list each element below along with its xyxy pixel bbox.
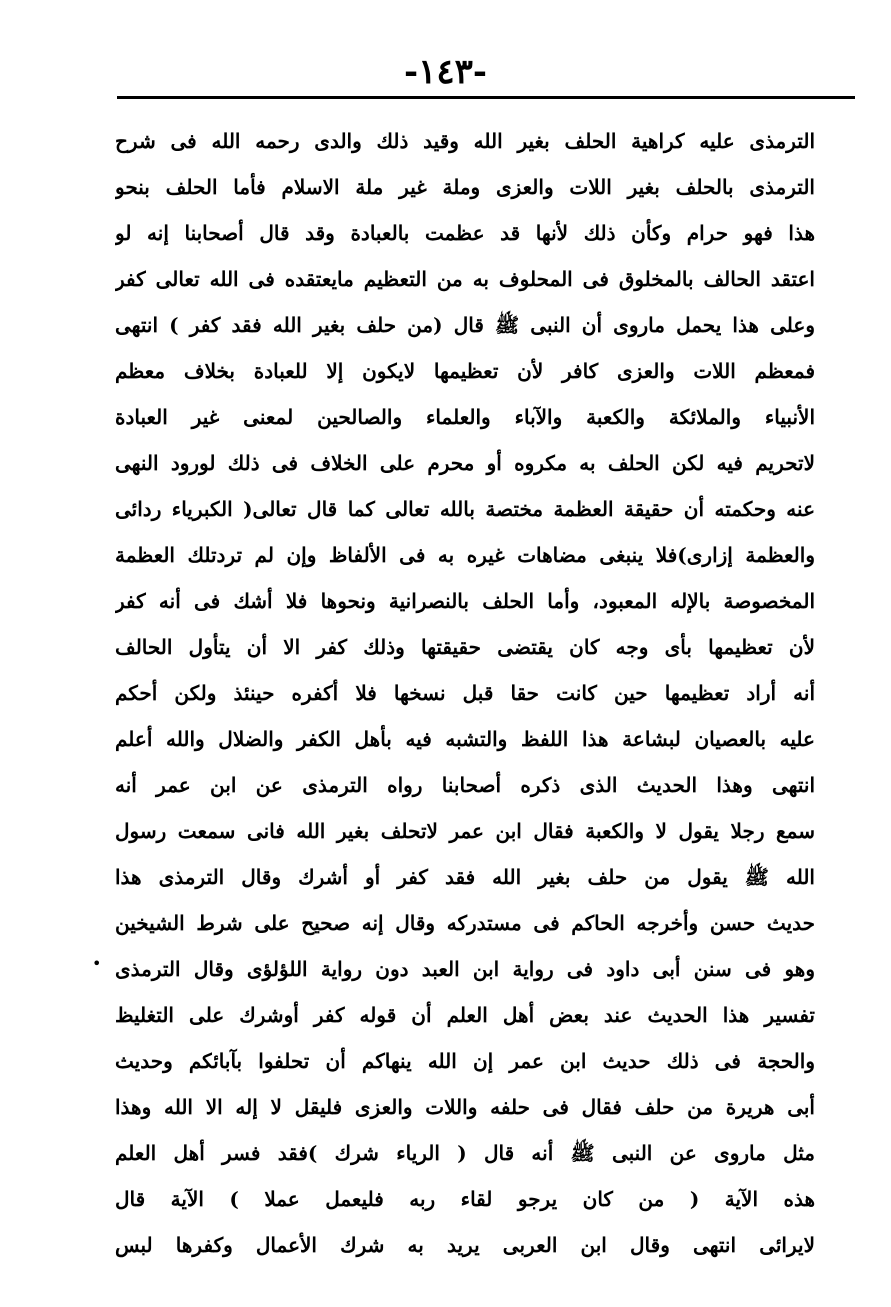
- text-line: اعتقد الحالف بالمخلوق فى المحلوف به من التعظيم مايعتقده فى الله تعالى كفر: [115, 267, 815, 291]
- text-line: والحجة فى ذلك حديث ابن عمر إن الله ينهاكم أن تحلفوا بآبائكم وحديث: [115, 1049, 815, 1073]
- text-line: سمع رجلا يقول لا والكعبة فقال ابن عمر لاتحلف بغير الله فانى سمعت رسول: [115, 819, 815, 843]
- text-line: هذا فهو حرام وكأن ذلك لأنها قد عظمت بالعبادة وقد قال أصحابنا إنه لو: [115, 221, 815, 245]
- text-line: لايرائى انتهى وقال ابن العربى يريد به شرك الأعمال وكفرها لبس: [115, 1233, 815, 1257]
- text-line: عليه بالعصيان لبشاعة هذا اللفظ والتشبه فيه بأهل الكفر والضلال والله أعلم: [115, 727, 815, 751]
- text-line: فمعظم اللات والعزى كافر لأن تعظيمها لايكون إلا للعبادة بخلاف معظم: [115, 359, 815, 383]
- text-line: الترمذى بالحلف بغير اللات والعزى وملة غير ملة الاسلام فأما الحلف بنحو: [115, 175, 815, 199]
- text-line: أبى هريرة من حلف فقال فى حلفه واللات والعزى فليقل لا إله الا الله وهذا: [115, 1095, 815, 1119]
- text-line: حديث حسن وأخرجه الحاكم فى مستدركه وقال إنه صحيح على شرط الشيخين: [115, 911, 815, 935]
- text-line: والعظمة إزارى)فلا ينبغى مضاهات غيره به فى الألفاظ وإن لم تردتلك العظمة: [115, 543, 815, 567]
- text-line: الترمذى عليه كراهية الحلف بغير الله وقيد ذلك والدى رحمه الله فى شرح: [115, 129, 815, 153]
- text-line: وعلى هذا يحمل ماروى أن النبى ﷺ قال (من حلف بغير الله فقد كفر ) انتهى: [115, 313, 815, 337]
- text-line: انتهى وهذا الحديث الذى ذكره أصحابنا رواه الترمذى عن ابن عمر أنه: [115, 773, 815, 797]
- text-line: المخصوصة بالإله المعبود، وأما الحلف بالنصرانية ونحوها فلا أشك فى أنه كفر: [115, 589, 815, 613]
- page-number: -١٤٣-: [403, 52, 488, 92]
- body-text: [115, 118, 815, 1268]
- text-line: لاتحريم فيه لكن الحلف به مكروه أو محرم على الخلاف فى ذلك لورود النهى: [115, 451, 815, 475]
- margin-mark: •: [92, 954, 102, 973]
- text-line: هذه الآية ( من كان يرجو لقاء ربه فليعمل عملا ) الآية قال: [115, 1187, 815, 1211]
- text-line: مثل ماروى عن النبى ﷺ أنه قال ( الرياء شرك )فقد فسر أهل العلم: [115, 1141, 815, 1165]
- text-line: وهو فى سنن أبى داود فى رواية ابن العبد دون رواية اللؤلؤى وقال الترمذى: [115, 957, 815, 981]
- text-line: عنه وحكمته أن حقيقة العظمة مختصة بالله تعالى كما قال تعالى( الكبرياء ردائى: [115, 497, 815, 521]
- text-line: الله ﷺ يقول من حلف بغير الله فقد كفر أو أشرك وقال الترمذى هذا: [115, 865, 815, 889]
- text-line: تفسير هذا الحديث عند بعض أهل العلم أن قوله كفر أوشرك على التغليظ: [115, 1003, 815, 1027]
- text-line: أنه أراد تعظيمها حين كانت حقا قبل نسخها فلا أكفره حينئذ ولكن أحكم: [115, 681, 815, 705]
- text-line: لأن تعظيمها بأى وجه كان يقتضى حقيقتها وذلك كفر الا أن يتأول الحالف: [115, 635, 815, 659]
- header-rule: [117, 96, 855, 99]
- text-line: الأنبياء والملائكة والكعبة والآباء والعلماء والصالحين لمعنى غير العبادة: [115, 405, 815, 429]
